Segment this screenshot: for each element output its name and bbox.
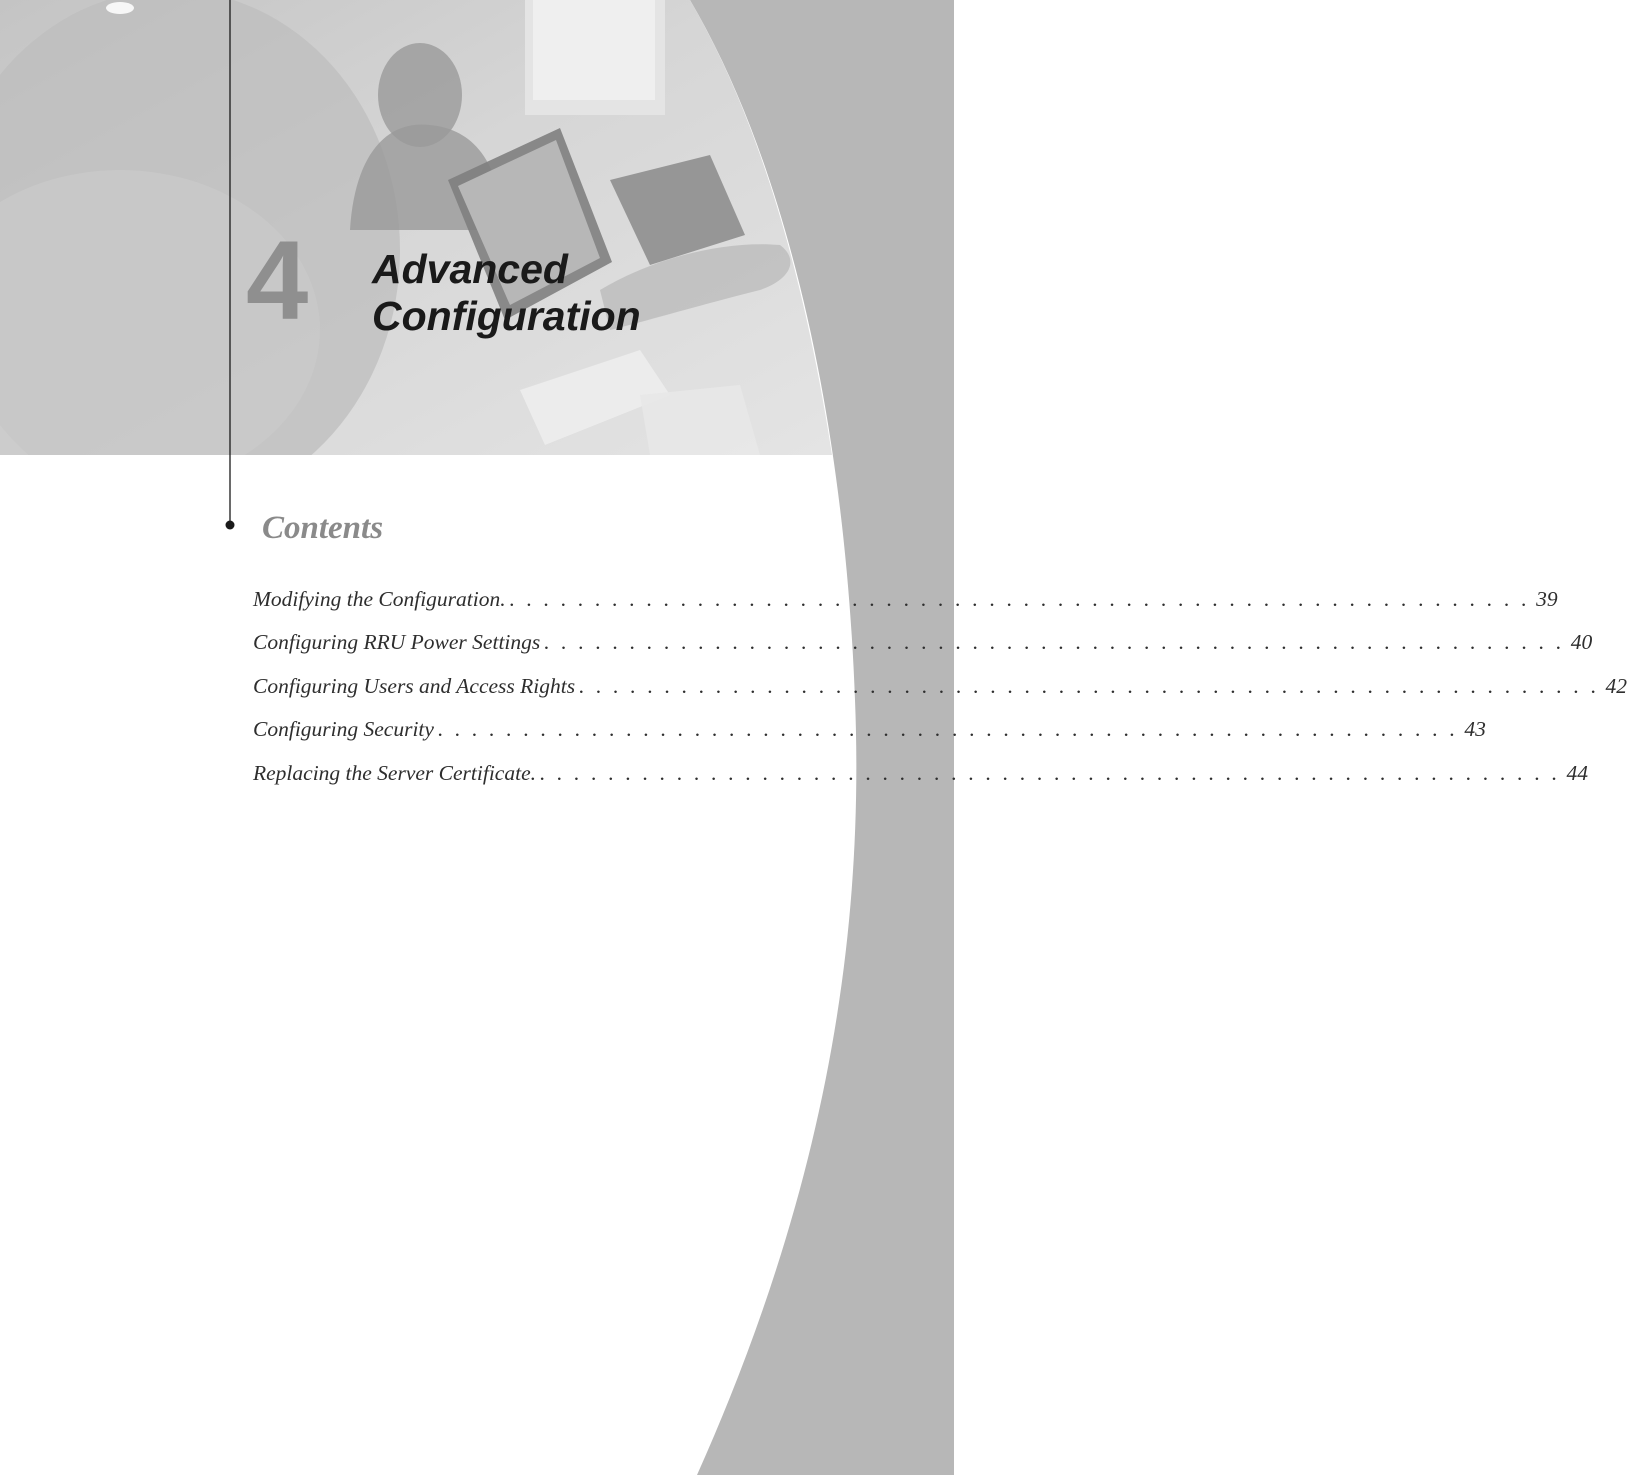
toc-entry-page: 43 xyxy=(1464,717,1486,742)
chapter-title-line-1: Advanced xyxy=(372,246,568,292)
contents-heading: Contents xyxy=(262,510,384,546)
chapter-number: 4 xyxy=(246,218,307,343)
toc-leader-dots: . . . . . . . . . . . . . . . . . . . . . . . . . . . . . . . . . . . . . . . . . . . . . . . . . . . . . . . . . . . . xyxy=(544,630,1565,655)
toc-entry-label: Replacing the Server Certificate. xyxy=(253,760,536,785)
chapter-title xyxy=(372,246,641,340)
toc-leader-dots: . . . . . . . . . . . . . . . . . . . . . . . . . . . . . . . . . . . . . . . . . . . . . . . . . . . . . . . . . . . . xyxy=(540,760,1561,785)
toc-leader-dots: . . . . . . . . . . . . . . . . . . . . . . . . . . . . . . . . . . . . . . . . . . . . . . . . . . . . . . . . . . . . xyxy=(437,717,1459,742)
toc-entry-page: 40 xyxy=(1570,630,1593,655)
toc-entry-rru-power-settings[interactable] xyxy=(253,630,1593,673)
toc-entry-page: 44 xyxy=(1566,760,1588,785)
toc-entry-modifying-configuration[interactable] xyxy=(253,587,1558,630)
toc-entry-page: 42 xyxy=(1605,673,1627,698)
toc-entry-server-certificate[interactable] xyxy=(253,760,1588,804)
toc-entry-label: Modifying the Configuration. xyxy=(253,587,506,611)
toc-leader-dots: . . . . . . . . . . . . . . . . . . . . . . . . . . . . . . . . . . . . . . . . . . . . . . . . . . . . . . . . . . . . xyxy=(509,587,1531,611)
toc-entry-label: Configuring Security xyxy=(253,717,434,742)
toc-leader-dots: . . . . . . . . . . . . . . . . . . . . . . . . . . . . . . . . . . . . . . . . . . . . . . . . . . . . . . . . . . . . xyxy=(579,673,1600,698)
toc-entry-page: 39 xyxy=(1536,587,1558,611)
chapter-title-line-2: Configuration xyxy=(372,293,641,339)
toc-entry-users-access-rights[interactable] xyxy=(253,673,1627,717)
toc-entry-label: Configuring Users and Access Rights xyxy=(253,673,576,698)
rule-bullet xyxy=(226,521,235,530)
table-of-contents xyxy=(253,587,1627,804)
toc-entry-label: Configuring RRU Power Settings xyxy=(253,630,541,655)
toc-entry-security[interactable] xyxy=(253,717,1486,760)
